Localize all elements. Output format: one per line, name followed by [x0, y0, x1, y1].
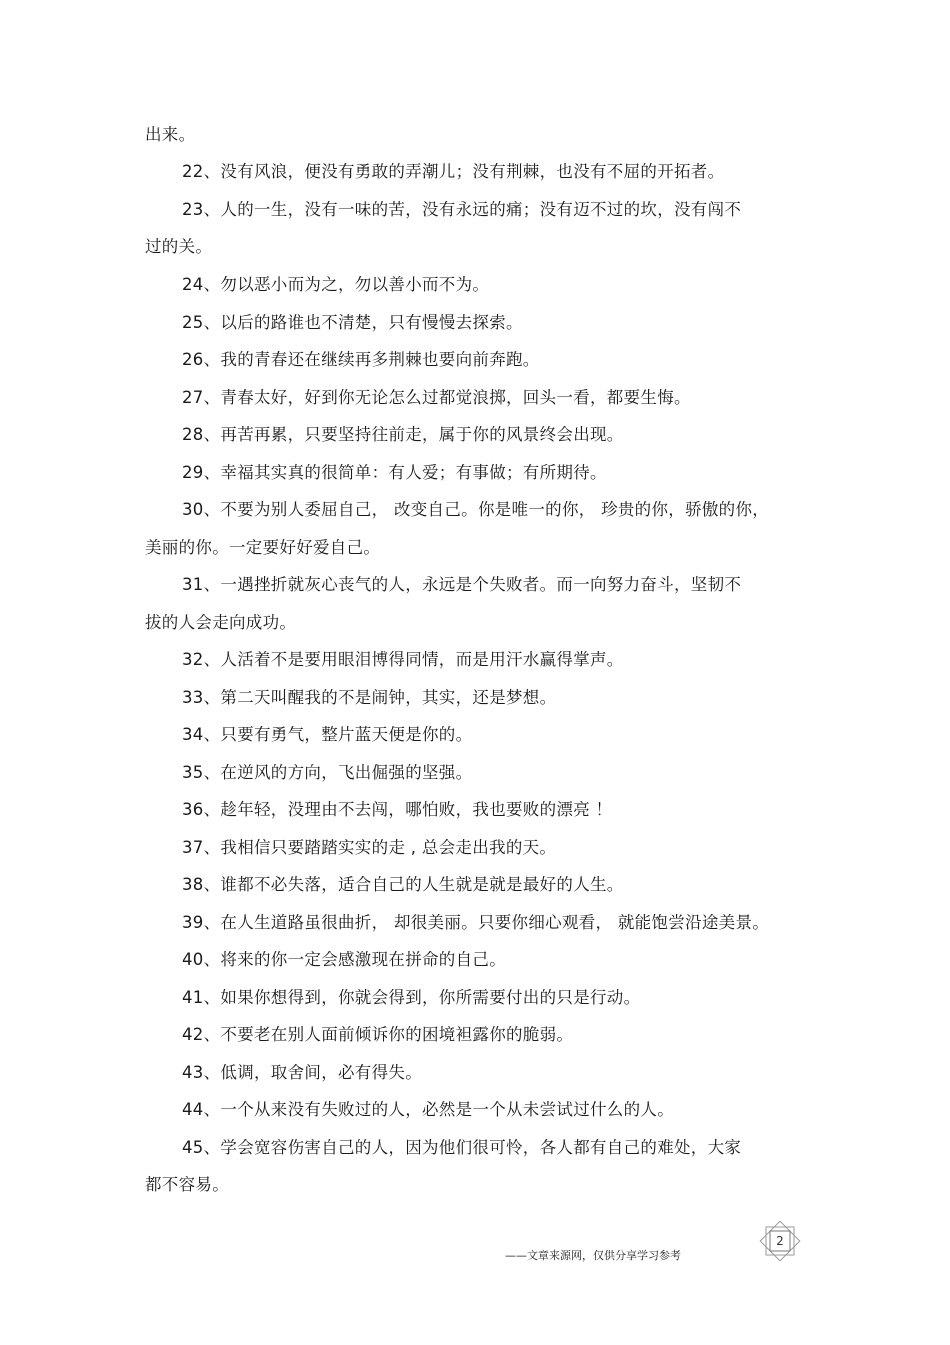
- text-line: 38、谁都不必失落，适合自己的人生就是就是最好的人生。: [182, 875, 624, 894]
- text-line: 25、以后的路谁也不清楚，只有慢慢去探索。: [182, 313, 523, 332]
- text-line: 拔的人会走向成功。: [145, 613, 297, 632]
- page-number: 2: [776, 1234, 784, 1248]
- text-line: 出来。: [145, 125, 196, 144]
- text-line: 40、将来的你一定会感激现在拼命的自己。: [182, 950, 506, 969]
- text-line: 37、我相信只要踏踏实实的走 , 总会走出我的天。: [182, 838, 557, 857]
- text-line: 44、一个从来没有失败过的人，必然是一个从未尝试过什么的人。: [182, 1100, 674, 1119]
- text-line: 都不容易。: [145, 1175, 229, 1194]
- text-line: 31、一遇挫折就灰心丧气的人，永远是个失败者。而一向努力奋斗，坚韧不: [182, 575, 742, 594]
- text-line: 41、如果你想得到，你就会得到，你所需要付出的只是行动。: [182, 988, 641, 1007]
- text-line: 35、在逆风的方向，飞出倔强的坚强。: [182, 763, 473, 782]
- text-line: 23、人的一生，没有一味的苦，没有永远的痛；没有迈不过的坎，没有闯不: [182, 200, 742, 219]
- text-line: 过的关。: [145, 237, 213, 256]
- text-line: 美丽的你。一定要好好爱自己。: [145, 538, 381, 557]
- text-line: 39、在人生道路虽很曲折， 却很美丽。只要你细心观看， 就能饱尝沿途美景。: [182, 913, 770, 932]
- text-line: 34、只要有勇气，整片蓝天便是你的。: [182, 725, 473, 744]
- text-line: 24、勿以恶小而为之，勿以善小而不为。: [182, 275, 490, 294]
- text-line: 27、青春太好，好到你无论怎么过都觉浪掷，回头一看，都要生悔。: [182, 388, 691, 407]
- text-line: 43、低调，取舍间，必有得失。: [182, 1063, 422, 1082]
- text-line: 29、幸福其实真的很简单：有人爱；有事做；有所期待。: [182, 463, 607, 482]
- text-line: 42、不要老在别人面前倾诉你的困境袒露你的脆弱。: [182, 1025, 574, 1044]
- text-line: 28、再苦再累，只要坚持往前走，属于你的风景终会出现。: [182, 425, 624, 444]
- text-line: 26、我的青春还在继续再多荆棘也要向前奔跑。: [182, 350, 540, 369]
- footer-source-text: ——文章来源网，仅供分享学习参考: [505, 1249, 681, 1262]
- text-line: 45、学会宽容伤害自己的人，因为他们很可怜，各人都有自己的难处，大家: [182, 1138, 742, 1157]
- text-line: 32、人活着不是要用眼泪博得同情，而是用汗水赢得掌声。: [182, 650, 624, 669]
- text-line: 22、没有风浪，便没有勇敢的弄潮儿；没有荆棘，也没有不屈的开拓者。: [182, 162, 725, 181]
- text-line: 33、第二天叫醒我的不是闹钟，其实，还是梦想。: [182, 688, 557, 707]
- text-line: 30、不要为别人委屈自己， 改变自己。你是唯一的你， 珍贵的你，骄傲的你，: [182, 500, 770, 519]
- page-number-badge: [756, 1221, 804, 1261]
- text-line: 36、趁年轻，没理由不去闯，哪怕败，我也要败的漂亮 ！: [182, 800, 613, 819]
